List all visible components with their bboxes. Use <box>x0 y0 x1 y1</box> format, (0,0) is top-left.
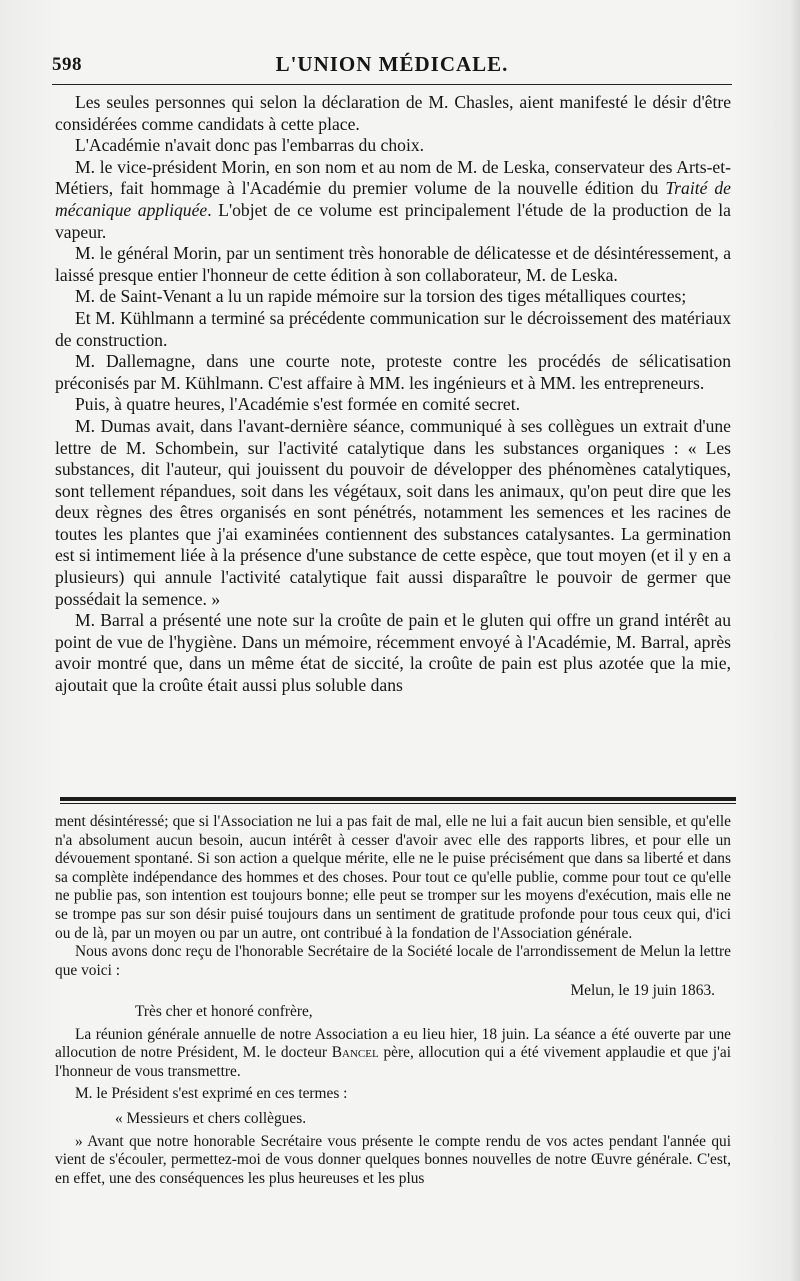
paragraph-address-body: » Avant que notre honorable Secrétaire vous présente le compte rendu de vos actes pendant l'année qui vient de s'écouler, permettez-moi de vous donner quelques bonnes nouvelles de notre Œuvre générale. C'est, en effet, une des conséquences les plus heureuses et les plus <box>55 1132 731 1187</box>
paragraph-dumas-schombein: M. Dumas avait, dans l'avant-dernière séance, communiqué à ses collègues un extrait d'une lettre de M. Schombein, sur l'activité catalytique dans les substances organiques : « Les substances, dit l'auteur, qui jouissent du pouvoir de développer des phénomènes catalytiques, sont tellement répandues, soit dans les végétaux, soit dans les animaux, qu'on peut dire que les deux règnes des êtres organisés en sont pénétrés, notamment les semences et les racines de toutes les plantes que j'ai examinées contiennent des substances catalysantes. La germination est si intimement liée à la présence d'une substance de cette espèce, que tout moyen (et il y en a plusieurs) qui annule l'activité catalytique fait aussi disparaître le pouvoir de germer que possédait la semence. » <box>55 415 731 609</box>
letter-dateline: Melun, le 19 juin 1863. <box>570 982 715 1000</box>
letter-salutation: Très cher et honoré confrère, <box>135 1002 313 1020</box>
treatise-title: Traité de mécanique appliquée <box>55 178 731 220</box>
morin-hommage-text: M. le vice-président Morin, en son nom et au nom de M. de Leska, conservateur des Arts-et-Métiers, fait hommage à l'Académie du premier volume de la nouvelle édition du <box>55 156 731 199</box>
paragraph-general-morin: M. le général Morin, par un sentiment très honorable de délicatesse et de désintéressement, a laissé presque entier l'honneur de cette édition à son collaborateur, M. de Leska. <box>55 243 731 285</box>
paragraph-comite-secret: Puis, à quatre heures, l'Académie s'est formée en comité secret. <box>75 394 521 415</box>
paragraph-academie-choix: L'Académie n'avait donc pas l'embarras du choix. <box>75 135 425 156</box>
paragraph-morin-hommage <box>55 157 731 243</box>
address-opening: « Messieurs et chers collègues. <box>115 1109 307 1127</box>
president-name: Bancel <box>331 1044 379 1062</box>
paragraph-received-letter: Nous avons donc reçu de l'honorable Secrétaire de la Société locale de l'arrondissement de Melun la lettre que voici : <box>55 943 731 979</box>
meeting-before: La réunion générale annuelle de notre Association a eu lieu hier, 18 juin. La séance a été ouverte par une allocution de notre Président, M. le docteur <box>55 1025 731 1062</box>
paragraph-kuhlmann: Et M. Kühlmann a terminé sa précédente communication sur le décroissement des matériaux de construction. <box>55 307 731 350</box>
paragraph-president-spoke: M. le Président s'est exprimé en ces termes : <box>75 1085 348 1103</box>
running-title: L'UNION MÉDICALE. <box>275 52 509 76</box>
paragraph-chasles: Les seules personnes qui selon la déclaration de M. Chasles, aient manifesté le désir d'être considérées comme candidats à cette place. <box>55 92 731 134</box>
meeting-after: père, allocution qui a été vivement applaudie et que j'ai l'honneur de vous transmettre. <box>55 1044 731 1080</box>
spine-shadow <box>790 0 800 1281</box>
feuilleton-separator <box>60 797 736 804</box>
header-rule <box>52 84 732 85</box>
lower-column <box>55 813 731 1188</box>
treatise-after: . L'objet de ce volume est principalement l'étude de la production de la vapeur. <box>55 199 731 242</box>
page-number: 598 <box>52 54 82 75</box>
upper-column <box>55 92 731 697</box>
paragraph-dallemagne: M. Dallemagne, dans une courte note, proteste contre les procédés de sélicatisation préconisés par M. Kühlmann. C'est affaire à MM. les ingénieurs et à MM. les entrepreneurs. <box>55 351 731 393</box>
paragraph-meeting <box>55 1026 731 1082</box>
page-header <box>52 46 732 80</box>
separator-thin-rule <box>60 803 736 804</box>
separator-thick-rule <box>60 797 736 801</box>
paragraph-continuation: ment désintéressé; que si l'Association ne lui a pas fait de mal, elle ne lui a fait aucun bien sensible, et qu'elle n'a absolument aucun besoin, aucun intérêt à cesser d'avoir avec elle des rapports libres, et pour elle un dévouement spontané. Si son action a quelque mérite, elle ne le puise précisément que dans sa liberté et dans sa complète indépendance des hommes et des choses. Pour tout ce qu'elle publie, comme pour tout ce qu'elle ne publie pas, son intention est toujours bonne; elle peut se tromper sur les moyens d'exécution, mais elle ne se trompe pas sur son désir puisé toujours dans un sentiment de gratitude profonde pour tous ceux qui, d'ici ou de là, par un moyen ou par un autre, ont contribué à la fondation de l'Association générale. <box>55 813 731 942</box>
paragraph-saint-venant: M. de Saint-Venant a lu un rapide mémoire sur la torsion des tiges métalliques courtes; <box>75 286 687 307</box>
paragraph-barral: M. Barral a présenté une note sur la croûte de pain et le gluten qui offre un grand intérêt au point de vue de l'hygiène. Dans un mémoire, récemment envoyé à l'Académie, M. Barral, après avoir montré que, dans un même état de siccité, la croûte de pain est plus azotée que la mie, ajoutait que la croûte était aussi plus soluble dans <box>55 610 731 696</box>
